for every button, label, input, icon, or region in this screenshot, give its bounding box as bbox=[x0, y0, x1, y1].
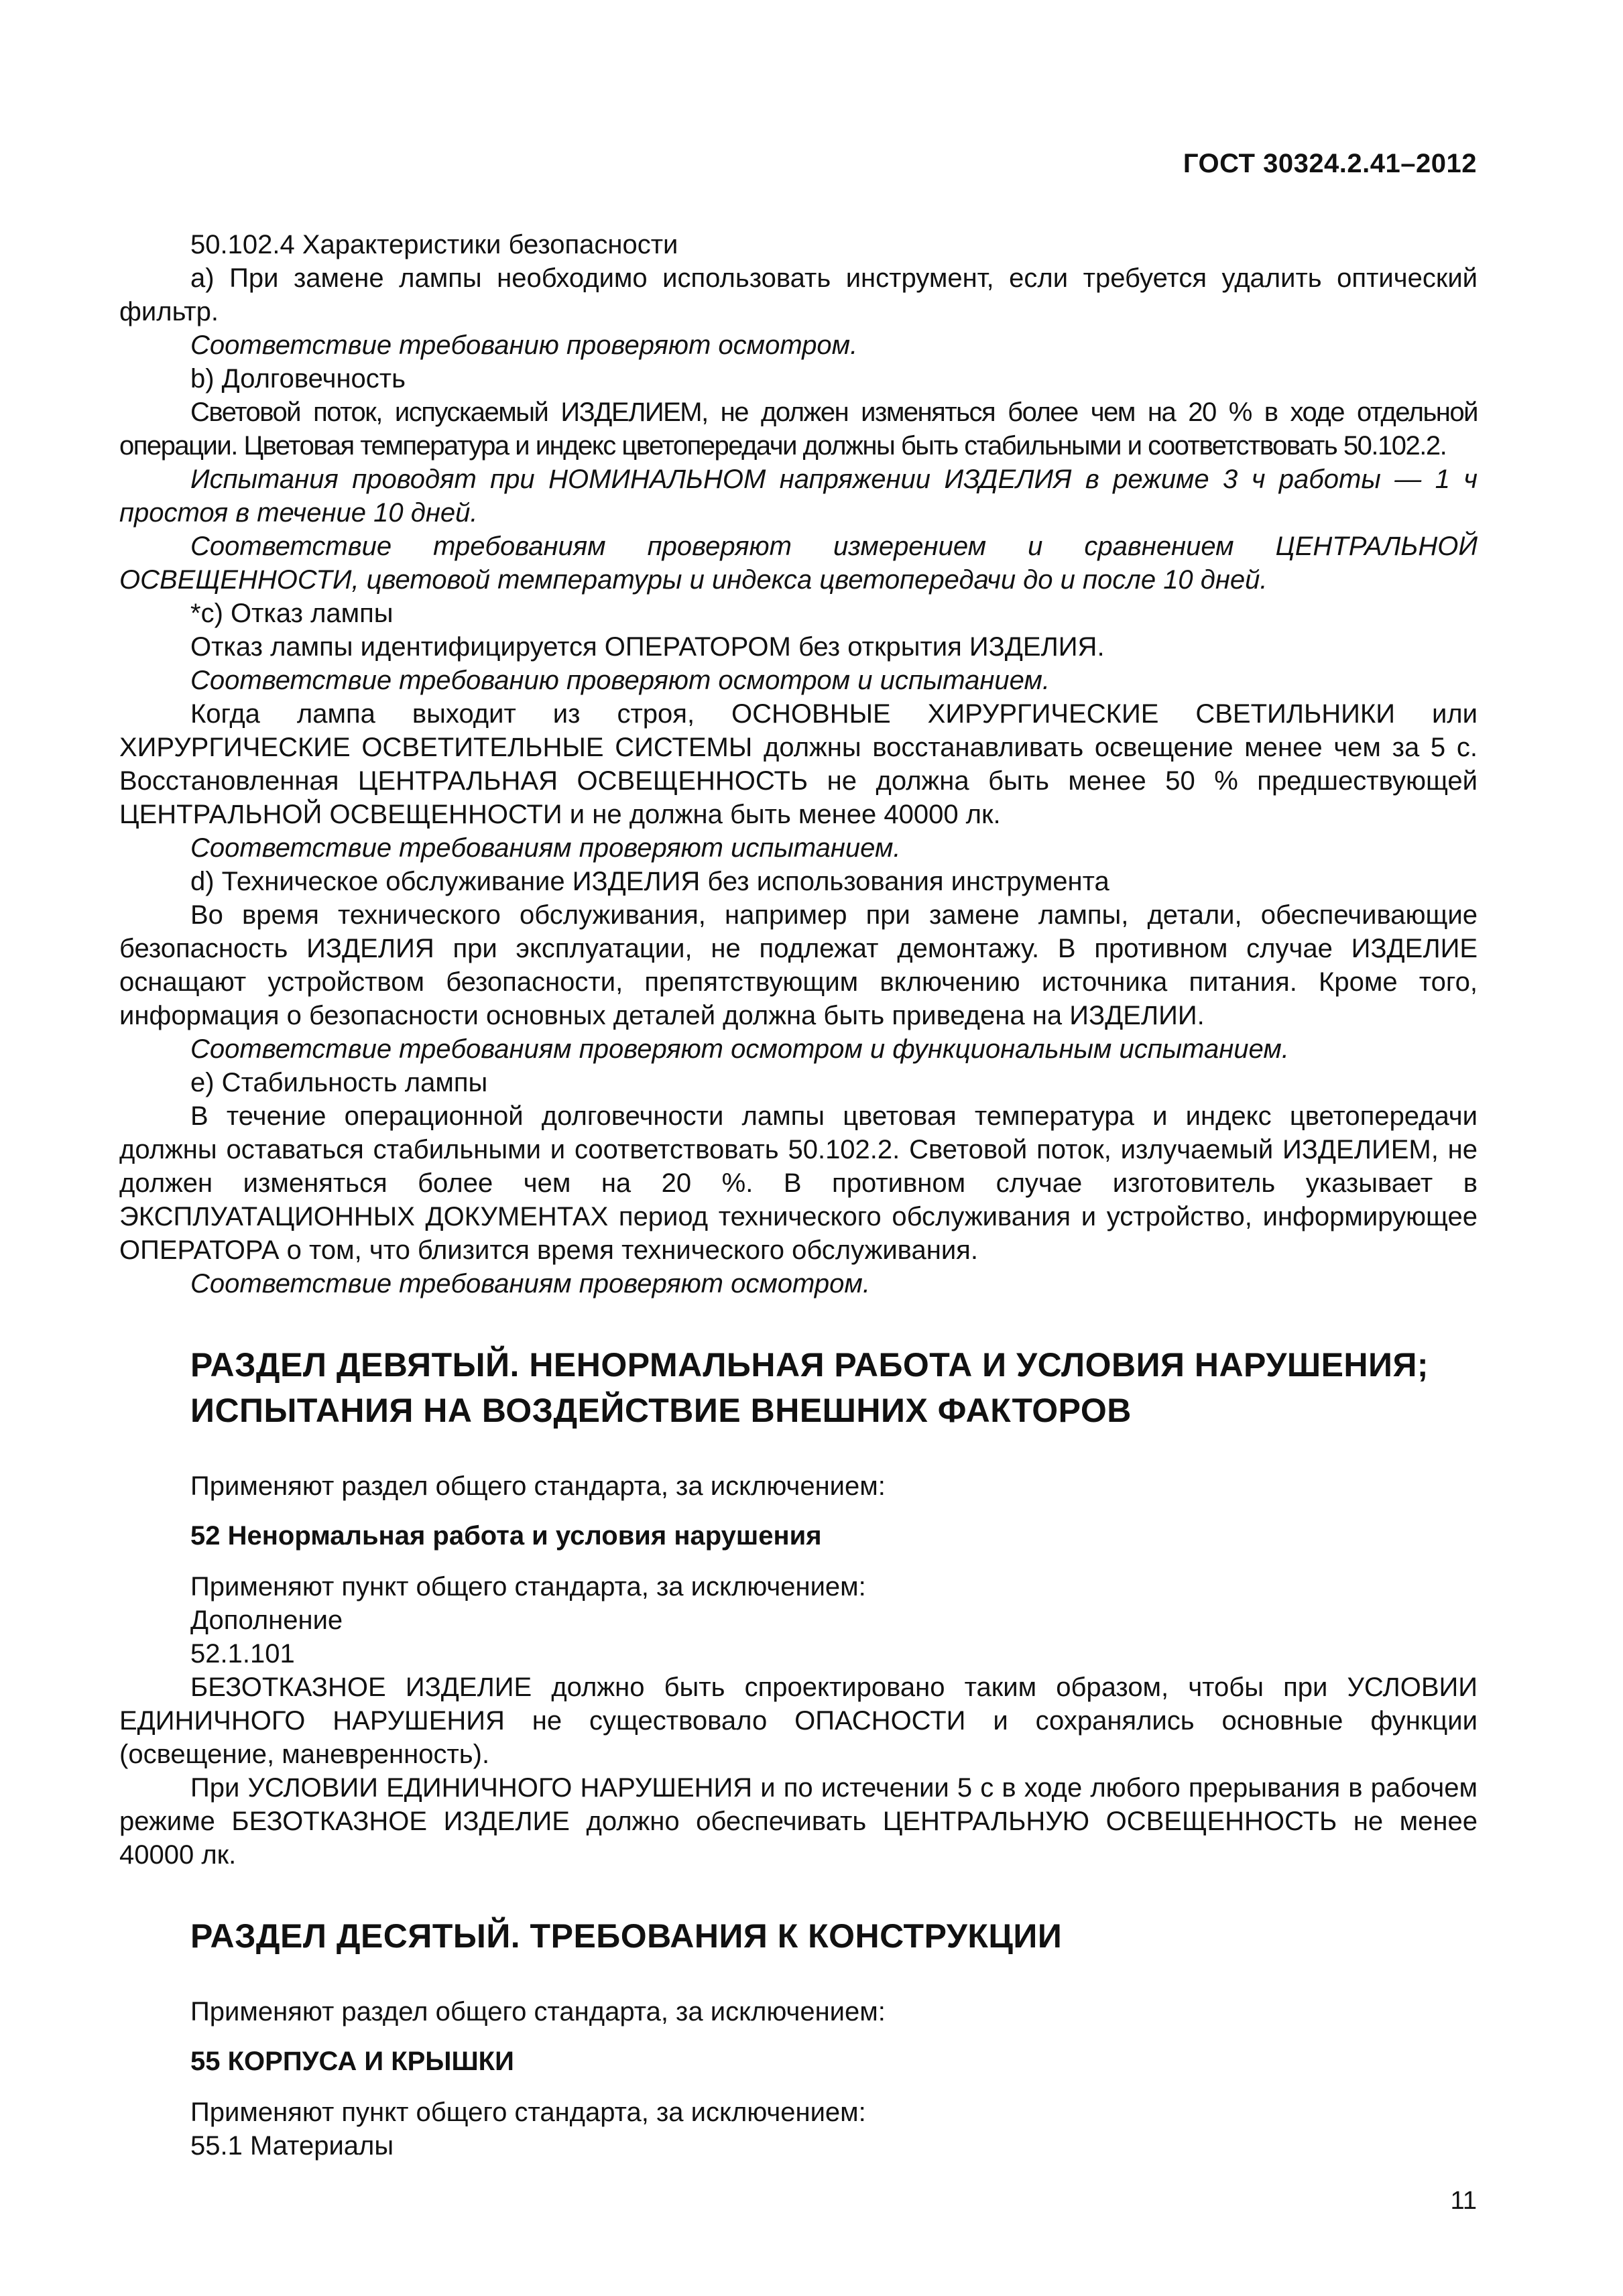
item-c-check-2: Соответствие требованиям проверяют испытанием. bbox=[190, 833, 901, 863]
item-c-title: *c) Отказ лампы bbox=[190, 599, 394, 628]
item-e-text: В течение операционной долговечности лампы цветовая температура и индекс цветопередачи должны оставаться стабильными и соответствовать 50.102.2. Световой поток, излучаемый ИЗДЕЛИЕМ, не должен изменяться более чем на 20 %. В противном случае изготовитель указывает в ЭКСПЛУАТАЦИОННЫХ ДОКУМЕНТАХ период технического обслуживания и устройство, информирующее ОПЕРАТОРА о том, что близится время технического обслуживания. bbox=[119, 1101, 1478, 1265]
standard-code-header: ГОСТ 30324.2.41–2012 bbox=[1183, 149, 1477, 178]
item-a-check: Соответствие требованию проверяют осмотром. bbox=[190, 330, 858, 360]
item-c-text-2: Когда лампа выходит из строя, ОСНОВНЫЕ ХИРУРГИЧЕСКИЕ СВЕТИЛЬНИКИ или ХИРУРГИЧЕСКИЕ ОСВЕТИТЕЛЬНЫЕ СИСТЕМЫ должны восстанавливать освещение менее чем за 5 с. Восстановленная ЦЕНТРАЛЬНАЯ ОСВЕЩЕННОСТЬ не должна быть менее 50 % предшествующей ЦЕНТРАЛЬНОЙ ОСВЕЩЕННОСТИ и не должна быть менее 40000 лк. bbox=[119, 699, 1478, 829]
section-ten-intro: Применяют раздел общего стандарта, за исключением: bbox=[190, 1997, 886, 2027]
item-e-check: Соответствие требованиям проверяют осмотром. bbox=[190, 1269, 870, 1298]
item-a-text: a) При замене лампы необходимо использовать инструмент, если требуется удалить оптический фильтр. bbox=[119, 263, 1478, 326]
page-number: 11 bbox=[1450, 2187, 1477, 2215]
clause-52-1-101-text-2: При УСЛОВИИ ЕДИНИЧНОГО НАРУШЕНИЯ и по истечении 5 с в ходе любого прерывания в рабочем режиме БЕЗОТКАЗНОЕ ИЗДЕЛИЕ должно обеспечивать ЦЕНТРАЛЬНУЮ ОСВЕЩЕННОСТЬ не менее 40000 лк. bbox=[119, 1773, 1478, 1870]
page-content bbox=[119, 228, 1478, 2163]
clause-55-intro: Применяют пункт общего стандарта, за исключением: bbox=[190, 2098, 866, 2127]
clause-52-1-101-number: 52.1.101 bbox=[190, 1639, 295, 1669]
item-c-text: Отказ лампы идентифицируется ОПЕРАТОРОМ без открытия ИЗДЕЛИЯ. bbox=[190, 632, 1105, 662]
clause-55-heading: 55 КОРПУСА И КРЫШКИ bbox=[190, 2047, 514, 2076]
clause-52-intro: Применяют пункт общего стандарта, за исключением: bbox=[190, 1572, 866, 1602]
clause-52-addition: Дополнение bbox=[190, 1606, 343, 1635]
clause-52-1-101-text: БЕЗОТКАЗНОЕ ИЗДЕЛИЕ должно быть спроектировано таким образом, чтобы при УСЛОВИИ ЕДИНИЧНОГО НАРУШЕНИЯ не существовало ОПАСНОСТИ и сохранялись основные функции (освещение, маневренность). bbox=[119, 1673, 1478, 1769]
clause-55-1-title: 55.1 Материалы bbox=[190, 2131, 394, 2161]
item-e-title: e) Стабильность лампы bbox=[190, 1068, 488, 1097]
item-d-title: d) Техническое обслуживание ИЗДЕЛИЯ без использования инструмента bbox=[190, 867, 1109, 896]
section-nine-intro: Применяют раздел общего стандарта, за исключением: bbox=[190, 1471, 886, 1501]
item-d-text: Во время технического обслуживания, например при замене лампы, детали, обеспечивающие безопасность ИЗДЕЛИЯ при эксплуатации, не подлежат демонтажу. В противном случае ИЗДЕЛИЕ оснащают устройством безопасности, препятствующим включению источника питания. Кроме того, информация о безопасности основных деталей должна быть приведена на ИЗДЕЛИИ. bbox=[119, 900, 1478, 1030]
clause-50-102-4-title: 50.102.4 Характеристики безопасности bbox=[190, 230, 678, 259]
clause-52-heading: 52 Ненормальная работа и условия нарушения bbox=[190, 1521, 822, 1551]
item-d-check: Соответствие требованиям проверяют осмотром и функциональным испытанием. bbox=[190, 1034, 1289, 1064]
section-nine-heading: РАЗДЕЛ ДЕВЯТЫЙ. НЕНОРМАЛЬНАЯ РАБОТА И УСЛОВИЯ НАРУШЕНИЯ; ИСПЫТАНИЯ НА ВОЗДЕЙСТВИЕ ВНЕШНИХ ФАКТОРОВ bbox=[190, 1346, 1429, 1429]
item-b-check: Соответствие требованиям проверяют измерением и сравнением ЦЕНТРАЛЬНОЙ ОСВЕЩЕННОСТИ, цветовой температуры и индекса цветопередачи до и после 10 дней. bbox=[119, 532, 1478, 595]
item-c-check: Соответствие требованию проверяют осмотром и испытанием. bbox=[190, 666, 1050, 695]
section-ten-heading: РАЗДЕЛ ДЕСЯТЫЙ. ТРЕБОВАНИЯ К КОНСТРУКЦИИ bbox=[190, 1917, 1063, 1955]
item-b-text: Световой поток, испускаемый ИЗДЕЛИЕМ, не должен изменяться более чем на 20 % в ходе отдельной операции. Цветовая температура и индекс цветопередачи должны быть стабильными и соответствовать 50.102.2. bbox=[119, 398, 1478, 461]
item-b-title: b) Долговечность bbox=[190, 364, 406, 394]
item-b-test-conditions: Испытания проводят при НОМИНАЛЬНОМ напряжении ИЗДЕЛИЯ в режиме 3 ч работы — 1 ч простоя в течение 10 дней. bbox=[119, 465, 1478, 528]
